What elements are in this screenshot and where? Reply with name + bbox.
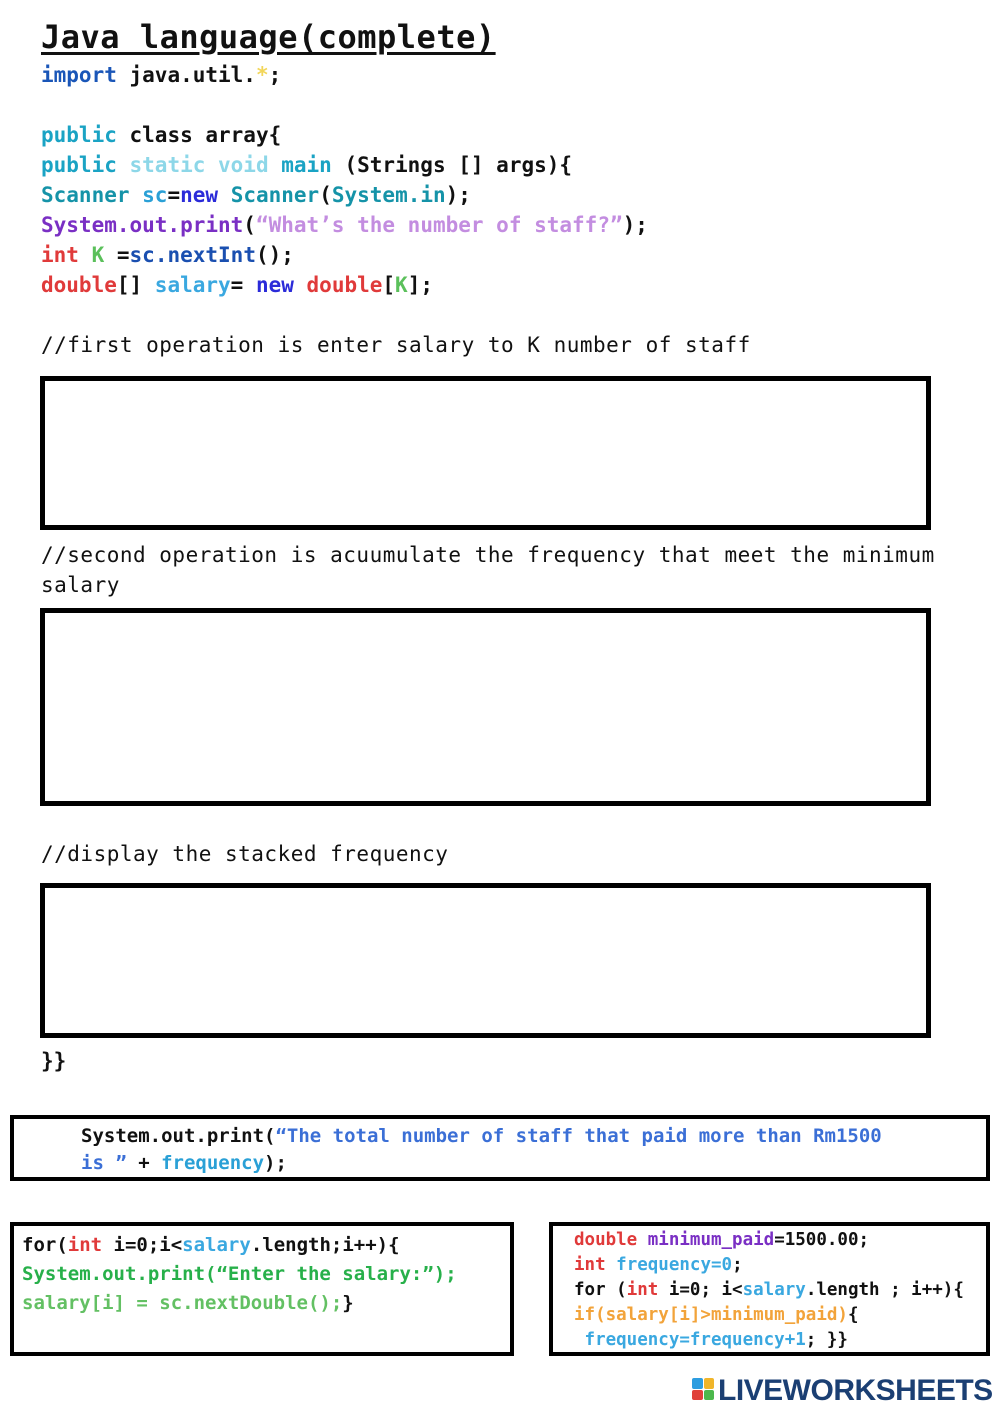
- code-token: salary: [742, 1280, 806, 1300]
- code-token: System.out.print: [41, 213, 244, 237]
- code-token: (: [319, 183, 332, 207]
- code-token: frequency=0: [616, 1255, 733, 1275]
- option-for-input-line: [22, 1260, 457, 1289]
- code-token: “The total number of staff that paid more than Rm1500: [275, 1125, 882, 1147]
- code-token: =1500.00;: [774, 1230, 870, 1250]
- option-print-total[interactable]: [10, 1115, 990, 1181]
- code-token: salary[i] = sc.nextDouble();: [22, 1292, 343, 1314]
- code-token: System.in: [331, 183, 446, 207]
- code-token: main: [281, 153, 345, 177]
- code-token: ();: [255, 243, 294, 267]
- code-token: =: [116, 243, 130, 267]
- option-print-total-line: [81, 1122, 882, 1151]
- logo-square: [704, 1390, 715, 1401]
- code-token: new: [180, 183, 231, 207]
- closing-braces: }}: [41, 1049, 67, 1073]
- code-token: i=0;i<: [113, 1234, 183, 1256]
- code-token: int: [574, 1255, 617, 1275]
- code-token: (: [243, 213, 256, 237]
- code-token: }: [342, 1292, 354, 1314]
- option-for-input-line: [22, 1289, 354, 1318]
- code-token: System.out.print(: [81, 1125, 276, 1147]
- code-token: int: [41, 243, 92, 267]
- code-token: {: [847, 1305, 859, 1325]
- logo-square: [692, 1378, 703, 1389]
- comment-second-operation-cont: salary: [41, 573, 120, 597]
- page-title: Java language(complete): [41, 18, 496, 56]
- code-token: .length ; i++){: [805, 1280, 964, 1300]
- code-line-import: [41, 60, 281, 90]
- code-token: ;: [268, 63, 282, 87]
- code-token: (Strings [] args){: [344, 153, 573, 177]
- option-frequency-line: [574, 1303, 858, 1328]
- code-token: );: [445, 183, 471, 207]
- code-token: salary: [154, 273, 231, 297]
- code-token: +: [138, 1152, 162, 1174]
- code-token: sc: [142, 183, 168, 207]
- code-token: int: [626, 1280, 669, 1300]
- code-token: Scanner: [230, 183, 320, 207]
- code-token: frequency: [161, 1152, 265, 1174]
- option-for-input-loop[interactable]: [10, 1222, 514, 1356]
- option-frequency-line: [574, 1278, 964, 1303]
- code-token: new: [255, 273, 307, 297]
- code-token: if(salary[i]>minimum_paid): [574, 1305, 848, 1325]
- code-token: =: [167, 183, 181, 207]
- code-token: double: [41, 273, 117, 297]
- code-token: “What’s the number of staff?”: [255, 213, 623, 237]
- comment-first-operation: //first operation is enter salary to K number of staff: [41, 333, 751, 357]
- code-token: =: [230, 273, 256, 297]
- code-token: sc.nextInt: [129, 243, 256, 267]
- logo-square: [704, 1378, 715, 1389]
- code-token: K: [91, 243, 117, 267]
- logo-square: [692, 1390, 703, 1401]
- code-token: ];: [407, 273, 433, 297]
- code-token: double: [306, 273, 383, 297]
- code-token: int: [67, 1234, 114, 1256]
- code-line-class: [41, 120, 281, 150]
- code-line-print-prompt: [41, 210, 648, 240]
- code-token: class array{: [129, 123, 282, 147]
- option-frequency-line: [574, 1328, 848, 1353]
- comment-second-operation: //second operation is acuumulate the frequency that meet the minimum: [41, 543, 935, 567]
- code-token: for(: [22, 1234, 68, 1256]
- code-line-int-k: [41, 240, 294, 270]
- option-frequency-line: [574, 1228, 869, 1253]
- option-frequency-line: [574, 1253, 743, 1278]
- code-token: []: [116, 273, 155, 297]
- code-token: System.out.print(“Enter the salary:”);: [22, 1263, 457, 1285]
- code-line-scanner: [41, 180, 471, 210]
- code-token: double: [574, 1230, 648, 1250]
- code-token: minimum_paid: [647, 1230, 775, 1250]
- code-token: );: [264, 1152, 287, 1174]
- code-line-double-array: [41, 270, 433, 300]
- code-token: Scanner: [41, 183, 143, 207]
- option-print-total-line: [81, 1149, 287, 1178]
- code-token: .length;i++){: [250, 1234, 400, 1256]
- liveworksheets-brand: LIVEWORKSHEETS: [718, 1374, 993, 1407]
- code-token: );: [622, 213, 648, 237]
- code-token: salary: [182, 1234, 251, 1256]
- liveworksheets-logo-icon: [692, 1378, 714, 1400]
- code-token: is ”: [81, 1152, 139, 1174]
- drop-zone-first[interactable]: [40, 376, 931, 530]
- code-token: public: [41, 153, 130, 177]
- drop-zone-third[interactable]: [40, 883, 931, 1038]
- code-token: K: [395, 273, 408, 297]
- code-token: [: [382, 273, 396, 297]
- code-line-main: [41, 150, 572, 180]
- code-token: for (: [574, 1280, 627, 1300]
- code-token: ; }}: [805, 1330, 848, 1350]
- code-token: static void: [129, 153, 282, 177]
- code-token: public: [41, 123, 130, 147]
- option-for-input-line: [22, 1231, 400, 1260]
- comment-display-frequency: //display the stacked frequency: [41, 842, 449, 866]
- code-token: frequency=frequency+1: [574, 1330, 806, 1350]
- option-frequency-loop[interactable]: [549, 1222, 990, 1356]
- code-token: i=0; i<: [668, 1280, 743, 1300]
- code-token: import: [41, 63, 130, 87]
- drop-zone-second[interactable]: [40, 608, 931, 806]
- code-token: *: [255, 63, 269, 87]
- code-token: java.util.: [129, 63, 256, 87]
- code-token: ;: [732, 1255, 743, 1275]
